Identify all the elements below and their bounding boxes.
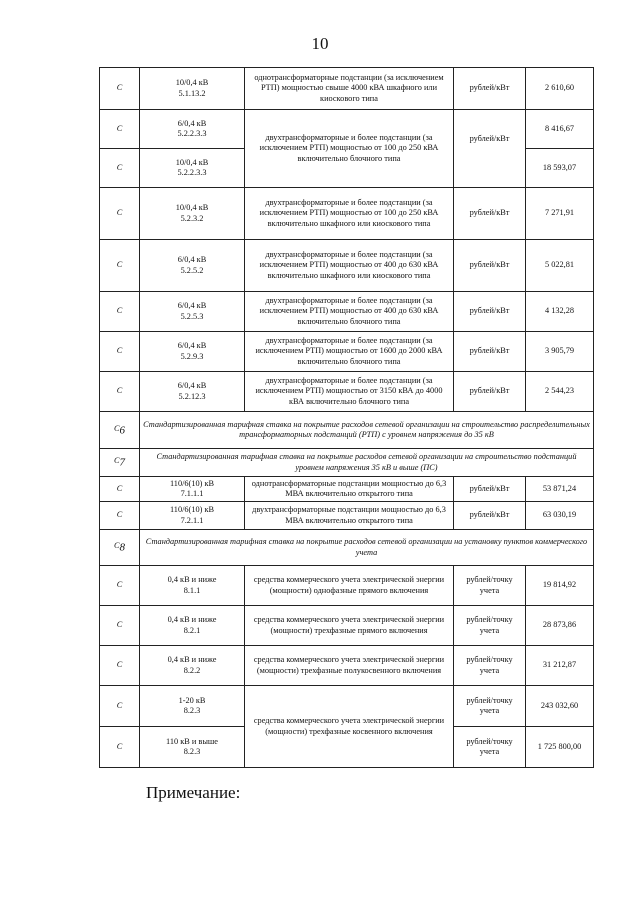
voltage-cell: [140, 566, 245, 606]
unit-cell: рублей/точку учета: [454, 606, 526, 646]
table-row: [100, 646, 594, 686]
unit-cell: рублей/кВт: [454, 240, 526, 292]
value-cell: 28 873,86: [526, 606, 594, 646]
description-cell: средства коммерческого учета электрической энергии (мощности) трехфазные прямого включения: [245, 606, 454, 646]
rate-code: 5.2.5.3: [180, 311, 204, 321]
section-symbol: $C_8$: [100, 530, 140, 566]
rate-symbol: C: [100, 372, 140, 412]
rate-symbol: C: [100, 188, 140, 240]
table-row: [100, 68, 594, 110]
description-cell: двухтрансформаторные и более подстанции (за исключением РТП) мощностью от 3150 кВА до 4000 кВА включительно блочного типа: [245, 372, 454, 412]
rate-symbol: C: [100, 292, 140, 332]
section-header-c7: [100, 449, 594, 477]
rate-code: 5.2.2.3.3: [177, 129, 207, 138]
table-row: [100, 332, 594, 372]
voltage-level: 10/0,4 кВ: [175, 203, 209, 212]
voltage-level: 110/6(10) кВ: [169, 505, 215, 514]
rate-symbol: C: [100, 646, 140, 686]
value-cell: 53 871,24: [526, 477, 594, 502]
description-cell: двухтрансформаторные и более подстанции (за исключением РТП) мощностью от 400 до 630 кВА включительно блочного типа: [245, 292, 454, 332]
voltage-cell: [140, 686, 245, 727]
value-cell: 19 814,92: [526, 566, 594, 606]
rate-code: 8.2.3: [183, 747, 201, 756]
rate-code: 5.2.3.2: [180, 213, 204, 223]
unit-cell: рублей/кВт: [454, 292, 526, 332]
value-cell: 2 610,60: [526, 68, 594, 110]
rate-symbol: C: [100, 149, 140, 188]
description-cell: двухтрансформаторные и более подстанции (за исключением РТП) мощностью от 100 до 250 кВА включительно блочного типа: [245, 110, 454, 188]
rate-code: 8.2.2: [183, 665, 201, 675]
value-cell: 2 544,23: [526, 372, 594, 412]
voltage-level: 6/0,4 кВ: [177, 341, 207, 350]
table-row: [100, 188, 594, 240]
value-cell: 4 132,28: [526, 292, 594, 332]
description-cell: однотрансформаторные подстанции (за исключением РТП) мощностью свыше 4000 кВА шкафного или киоскового типа: [245, 68, 454, 110]
voltage-level: 0,4 кВ и ниже: [167, 575, 217, 584]
voltage-cell: [140, 332, 245, 372]
value-cell: 5 022,81: [526, 240, 594, 292]
rate-symbol: C: [100, 727, 140, 768]
page-number: 10: [311, 34, 329, 53]
value-cell: 3 905,79: [526, 332, 594, 372]
voltage-cell: [140, 292, 245, 332]
unit-cell: рублей/точку учета: [454, 727, 526, 768]
voltage-level: 6/0,4 кВ: [177, 255, 207, 264]
table-row: [100, 372, 594, 412]
rate-symbol: C: [100, 68, 140, 110]
voltage-level: 0,4 кВ и ниже: [167, 655, 217, 664]
voltage-cell: [140, 372, 245, 412]
rate-symbol: C: [100, 566, 140, 606]
value-cell: 243 032,60: [526, 686, 594, 727]
voltage-level: 110 кВ и выше: [166, 736, 218, 746]
voltage-cell: [140, 149, 245, 188]
section-title: Стандартизированная тарифная ставка на покрытие расходов сетевой организации на установку пунктов коммерческого учета: [140, 530, 594, 566]
value-cell: 8 416,67: [526, 110, 594, 149]
table-row: [100, 477, 594, 502]
voltage-level: 0,4 кВ и ниже: [167, 615, 217, 624]
voltage-level: 1-20 кВ: [178, 695, 206, 705]
note-label: Примечание:: [146, 783, 241, 802]
voltage-level: 6/0,4 кВ: [177, 381, 207, 390]
table-row: [100, 566, 594, 606]
section-symbol: $C_6$: [100, 412, 140, 449]
rate-symbol: C: [100, 477, 140, 502]
rate-symbol: C: [100, 240, 140, 292]
value-cell: 7 271,91: [526, 188, 594, 240]
section-symbol: $C_7$: [100, 449, 140, 477]
table-row: [100, 686, 594, 727]
unit-cell: рублей/точку учета: [454, 566, 526, 606]
description-cell: средства коммерческого учета электрической энергии (мощности) трехфазные косвенного включения: [245, 686, 454, 768]
description-cell: двухтрансформаторные и более подстанции (за исключением РТП) мощностью от 100 до 250 кВА включительно шкафного или киоскового типа: [245, 188, 454, 240]
voltage-level: 10/0,4 кВ: [175, 157, 209, 167]
rate-symbol: C: [100, 332, 140, 372]
rate-symbol: C: [100, 110, 140, 149]
voltage-cell: [140, 646, 245, 686]
rate-code: 7.2.1.1: [180, 515, 204, 525]
rates-table: [99, 67, 594, 768]
rate-symbol: C: [100, 606, 140, 646]
unit-cell: рублей/точку учета: [454, 646, 526, 686]
rate-code: 5.2.9.3: [180, 351, 204, 361]
table-row: [100, 110, 594, 149]
rate-code: 5.1.13.2: [178, 88, 206, 98]
voltage-level: 6/0,4 кВ: [177, 118, 207, 128]
section-title: Стандартизированная тарифная ставка на покрытие расходов сетевой организации на строительство распределительных трансформаторных подстанций (РТП) с уровнем напряжения до 35 кВ: [140, 412, 594, 449]
voltage-cell: [140, 606, 245, 646]
unit-cell: рублей/кВт: [454, 477, 526, 502]
unit-cell: рублей/кВт: [454, 372, 526, 412]
unit-cell: рублей/кВт: [454, 68, 526, 110]
voltage-cell: [140, 68, 245, 110]
table-row: [100, 502, 594, 530]
rate-code: 5.2.12.3: [178, 391, 206, 401]
section-header-c6: [100, 412, 594, 449]
value-cell: 63 030,19: [526, 502, 594, 530]
table-row: [100, 606, 594, 646]
table-row: [100, 292, 594, 332]
description-cell: двухтрансформаторные и более подстанции (за исключением РТП) мощностью от 1600 до 2000 кВА включительно блочного типа: [245, 332, 454, 372]
value-cell: 31 212,87: [526, 646, 594, 686]
voltage-cell: [140, 188, 245, 240]
value-cell: 1 725 800,00: [526, 727, 594, 768]
description-cell: однотрансформаторные подстанции мощностью до 6,3 МВА включительно открытого типа: [245, 477, 454, 502]
description-cell: двухтрансформаторные подстанции мощностью до 6,3 МВА включительно открытого типа: [245, 502, 454, 530]
value-cell: 18 593,07: [526, 149, 594, 188]
section-header-c8: [100, 530, 594, 566]
rate-code: 7.1.1.1: [180, 489, 204, 498]
rate-symbol: C: [100, 502, 140, 530]
rate-code: 5.2.2.3.3: [177, 168, 207, 177]
voltage-cell: [140, 727, 245, 768]
rate-code: 8.2.1: [183, 625, 201, 635]
rate-code: 5.2.5.2: [180, 265, 204, 275]
rate-symbol: C: [100, 686, 140, 727]
unit-cell: рублей/кВт: [454, 110, 526, 188]
description-cell: средства коммерческого учета электрической энергии (мощности) трехфазные полукосвенного включения: [245, 646, 454, 686]
voltage-cell: [140, 110, 245, 149]
unit-cell: рублей/точку учета: [454, 686, 526, 727]
description-cell: двухтрансформаторные и более подстанции (за исключением РТП) мощностью от 400 до 630 кВА включительно шкафного или киоскового типа: [245, 240, 454, 292]
rate-code: 8.2.3: [183, 706, 201, 715]
unit-cell: рублей/кВт: [454, 188, 526, 240]
voltage-cell: [140, 502, 245, 530]
voltage-level: 6/0,4 кВ: [177, 301, 207, 310]
voltage-level: 10/0,4 кВ: [175, 78, 209, 87]
rate-code: 8.1.1: [183, 585, 201, 595]
unit-cell: рублей/кВт: [454, 502, 526, 530]
voltage-cell: [140, 240, 245, 292]
voltage-cell: [140, 477, 245, 502]
description-cell: средства коммерческого учета электрической энергии (мощности) однофазные прямого включения: [245, 566, 454, 606]
section-title: Стандартизированная тарифная ставка на покрытие расходов сетевой организации на строительство подстанций уровнем напряжения 35 кВ и выше (ПС): [140, 449, 594, 477]
voltage-level: 110/6(10) кВ: [169, 478, 215, 488]
table-row: [100, 240, 594, 292]
unit-cell: рублей/кВт: [454, 332, 526, 372]
